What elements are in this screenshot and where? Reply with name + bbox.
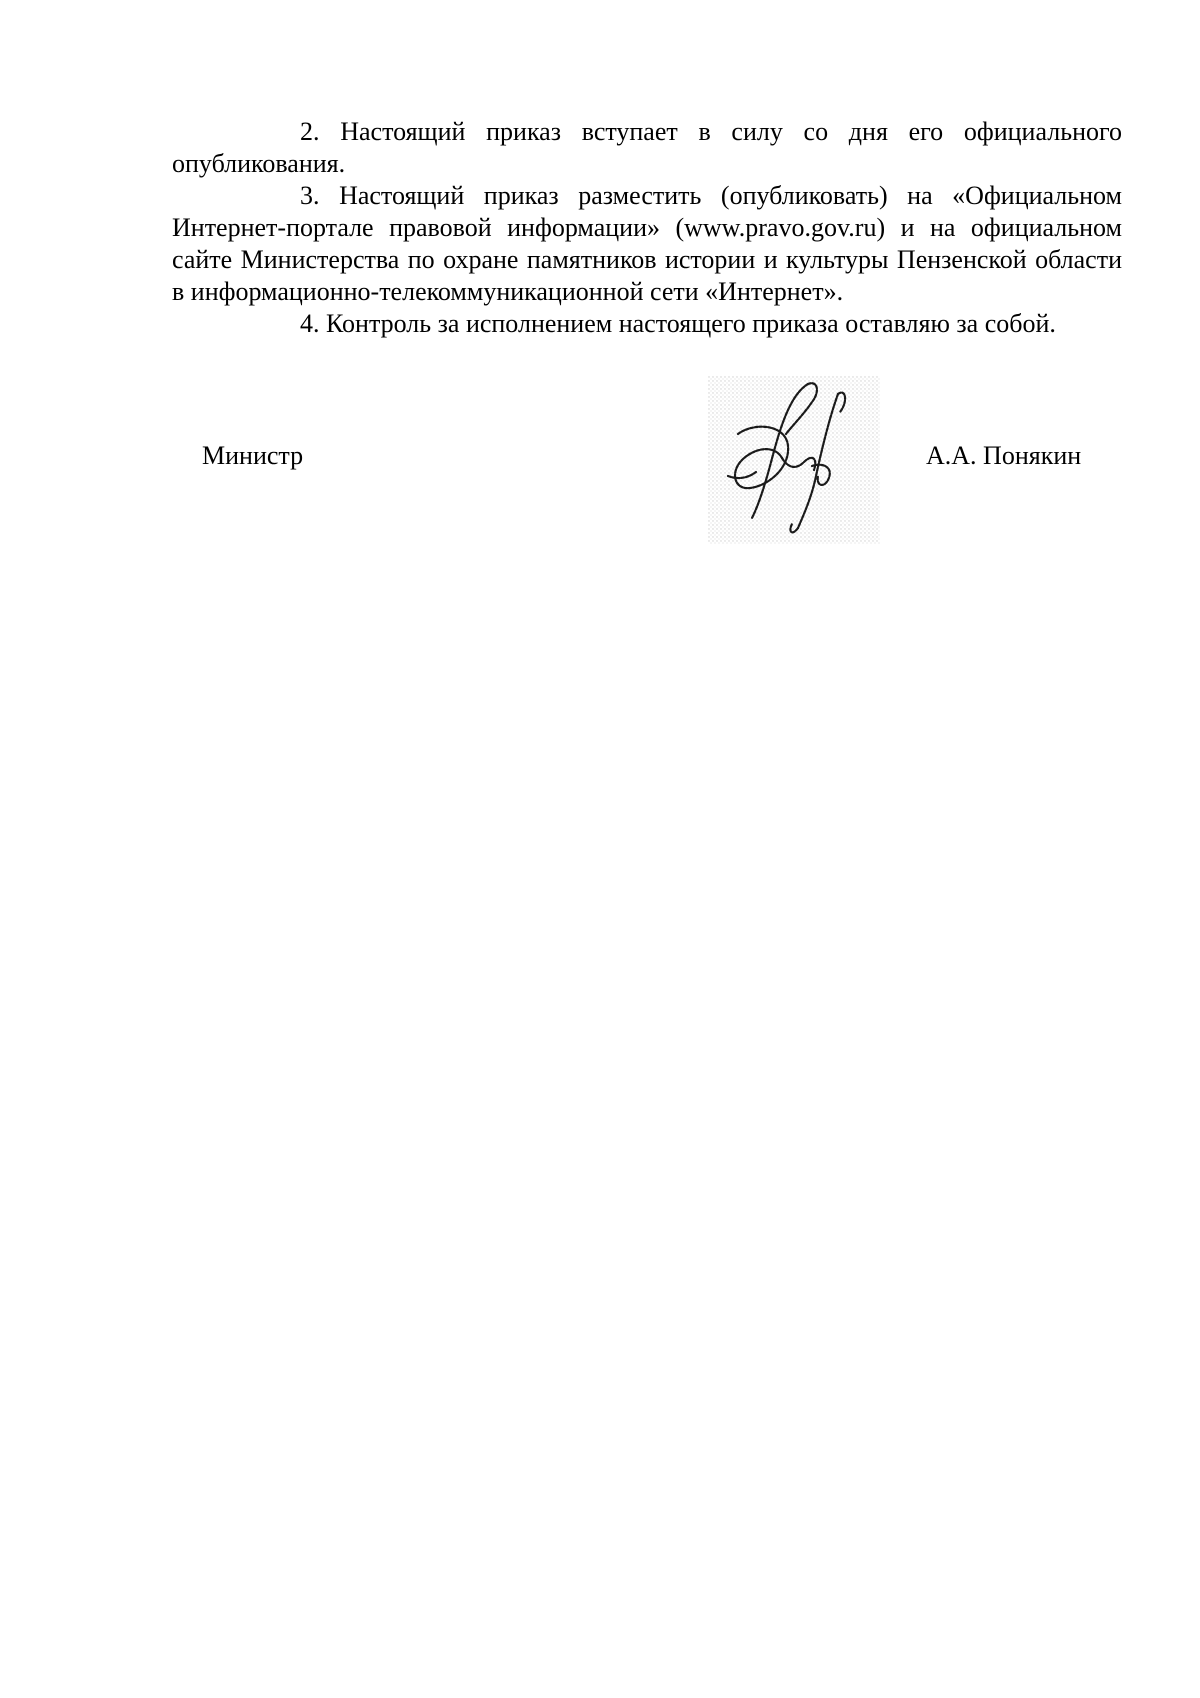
handwritten-signature xyxy=(708,376,880,544)
paragraph-text: Настоящий приказ вступает в силу со дня его официального опубликования. xyxy=(172,117,1123,178)
paragraph-number: 4. xyxy=(300,309,320,338)
paragraph-text: Контроль за исполнением настоящего приказа оставляю за собой. xyxy=(326,309,1056,338)
paragraph-number: 2. xyxy=(300,117,320,146)
paragraph-text: Настоящий приказ разместить (опубликовать) на «Официальном Интернет-портале правовой информации» (www.pravo.gov.ru) и на официальном сайте Министерства по охране памятников истории и культуры Пензенской области в информационно-телекоммуникационной сети «Интернет». xyxy=(172,181,1123,306)
paragraph-number: 3. xyxy=(300,181,320,210)
signer-position: Министр xyxy=(202,441,304,470)
signer-name: А.А. Понякин xyxy=(926,441,1082,470)
signature-block xyxy=(0,0,1200,600)
